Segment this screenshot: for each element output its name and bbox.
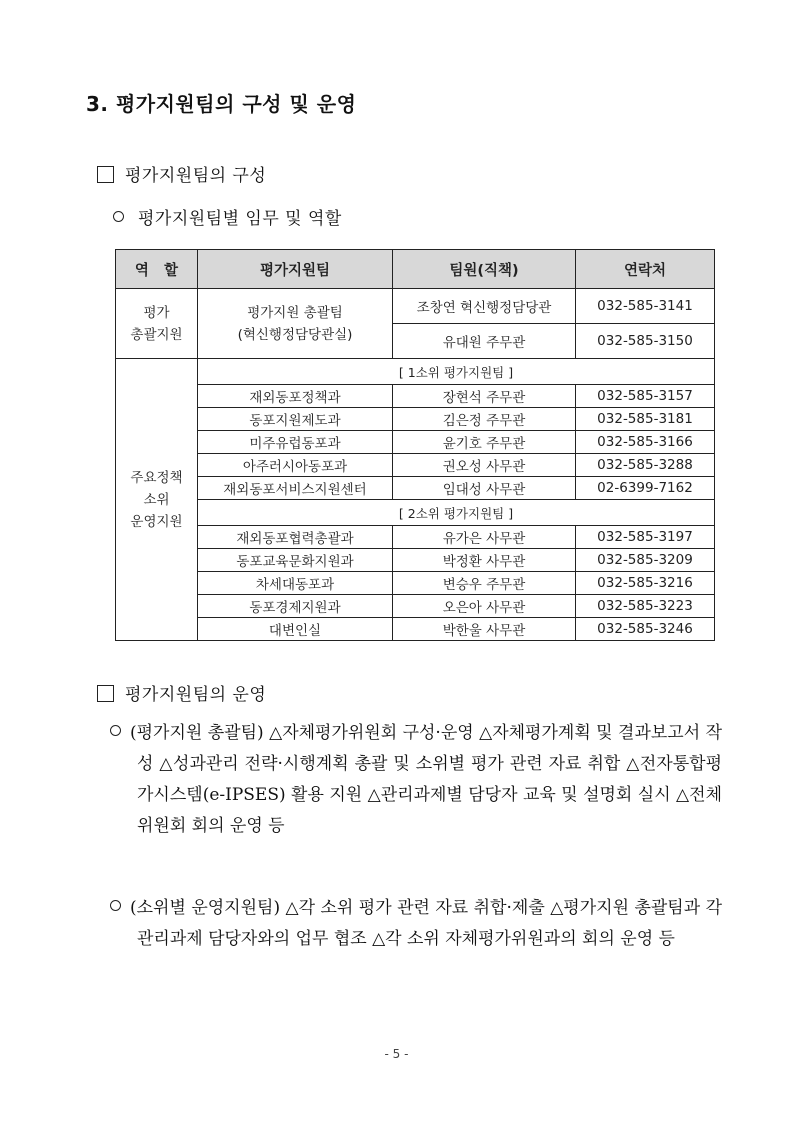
checkbox-square-icon xyxy=(97,166,114,183)
team-cell: 재외동포협력총괄과 xyxy=(198,526,393,549)
role-cell xyxy=(116,289,198,359)
team-table xyxy=(115,249,715,641)
subgroup-label: [ 2소위 평가지원팀 ] xyxy=(198,500,715,526)
header-team: 평가지원팀 xyxy=(198,250,393,289)
table-header-row xyxy=(116,250,715,289)
role-line: 주요정책 xyxy=(130,469,183,486)
team-cell: 재외동포정책과 xyxy=(198,385,393,408)
phone-cell: 032-585-3157 xyxy=(576,385,715,408)
team-cell xyxy=(198,289,393,359)
member-cell: 박정환 사무관 xyxy=(393,549,576,572)
header-role: 역 할 xyxy=(116,250,198,289)
team-cell: 대변인실 xyxy=(198,618,393,641)
header-phone: 연락처 xyxy=(576,250,715,289)
circle-bullet-icon xyxy=(110,725,121,736)
team-cell: 아주러시아동포과 xyxy=(198,454,393,477)
bullet-text: (평가지원 총괄팀) △자체평가위원회 구성·운영 △자체평가계획 및 결과보고서 작성 △성과관리 전략·시행계획 총괄 및 소위별 평가 관련 자료 취합 △전자통합평가시스템(e-IPSES) 활용 지원 △관리과제별 담당자 교육 및 설명회 실시 △전체위원회 회의 운영 등 xyxy=(130,723,722,836)
table-row xyxy=(116,289,715,324)
subsection-operation xyxy=(97,680,266,705)
circle-bullet-icon xyxy=(113,211,124,222)
phone-cell: 032-585-3246 xyxy=(576,618,715,641)
table-row xyxy=(116,408,715,431)
team-cell: 미주유럽동포과 xyxy=(198,431,393,454)
table-row xyxy=(116,500,715,526)
member-cell: 임대성 사무관 xyxy=(393,477,576,500)
member-cell: 오은아 사무관 xyxy=(393,595,576,618)
phone-cell: 02-6399-7162 xyxy=(576,477,715,500)
phone-cell: 032-585-3209 xyxy=(576,549,715,572)
bullet-text: (소위별 운영지원팀) △각 소위 평가 관련 자료 취합·제출 △평가지원 총괄팀과 각 관리과제 담당자와의 업무 협조 △각 소위 자체평가위원과의 회의 운영 등 xyxy=(130,898,722,949)
table-row xyxy=(116,526,715,549)
member-cell: 윤기호 주무관 xyxy=(393,431,576,454)
team-line: (혁신행정담당관실) xyxy=(237,326,353,343)
member-cell: 박한울 사무관 xyxy=(393,618,576,641)
circle-bullet-icon xyxy=(110,900,121,911)
member-cell: 유대원 주무관 xyxy=(393,324,576,359)
subgroup-label: [ 1소위 평가지원팀 ] xyxy=(198,359,715,385)
team-cell: 동포교육문화지원과 xyxy=(198,549,393,572)
table-row xyxy=(116,454,715,477)
subsection-title: 평가지원팀의 운영 xyxy=(125,685,267,705)
table-row xyxy=(116,359,715,385)
member-cell: 권오성 사무관 xyxy=(393,454,576,477)
table-row xyxy=(116,477,715,500)
member-cell: 변승우 주무관 xyxy=(393,572,576,595)
operation-bullet-1 xyxy=(110,718,722,842)
phone-cell: 032-585-3288 xyxy=(576,454,715,477)
member-cell: 조창연 혁신행정담당관 xyxy=(393,289,576,324)
subsection-title: 평가지원팀의 구성 xyxy=(125,166,267,186)
team-cell: 동포경제지원과 xyxy=(198,595,393,618)
table-row xyxy=(116,549,715,572)
team-cell: 차세대동포과 xyxy=(198,572,393,595)
phone-cell: 032-585-3141 xyxy=(576,289,715,324)
phone-cell: 032-585-3150 xyxy=(576,324,715,359)
phone-cell: 032-585-3181 xyxy=(576,408,715,431)
operation-bullet-2 xyxy=(110,893,722,955)
bullet-roles xyxy=(113,204,342,229)
team-line: 평가지원 총괄팀 xyxy=(247,304,343,321)
member-cell: 유가은 사무관 xyxy=(393,526,576,549)
table-row xyxy=(116,572,715,595)
bullet-text: 평가지원팀별 임무 및 역할 xyxy=(138,209,342,229)
subsection-composition xyxy=(97,161,266,186)
table-row xyxy=(116,595,715,618)
table-row xyxy=(116,431,715,454)
role-line: 평가 xyxy=(143,304,170,321)
page-number: - 5 - xyxy=(384,1047,409,1061)
team-cell: 동포지원제도과 xyxy=(198,408,393,431)
phone-cell: 032-585-3166 xyxy=(576,431,715,454)
table-row xyxy=(116,618,715,641)
table-row xyxy=(116,385,715,408)
role-cell xyxy=(116,359,198,641)
role-line: 총괄지원 xyxy=(130,326,183,343)
phone-cell: 032-585-3223 xyxy=(576,595,715,618)
role-line: 소위 xyxy=(143,491,170,508)
header-member: 팀원(직책) xyxy=(393,250,576,289)
checkbox-square-icon xyxy=(97,685,114,702)
member-cell: 김은정 주무관 xyxy=(393,408,576,431)
role-line: 운영지원 xyxy=(130,513,183,530)
phone-cell: 032-585-3197 xyxy=(576,526,715,549)
member-cell: 장현석 주무관 xyxy=(393,385,576,408)
team-cell: 재외동포서비스지원센터 xyxy=(198,477,393,500)
section-heading: 3. 평가지원팀의 구성 및 운영 xyxy=(86,92,357,116)
phone-cell: 032-585-3216 xyxy=(576,572,715,595)
